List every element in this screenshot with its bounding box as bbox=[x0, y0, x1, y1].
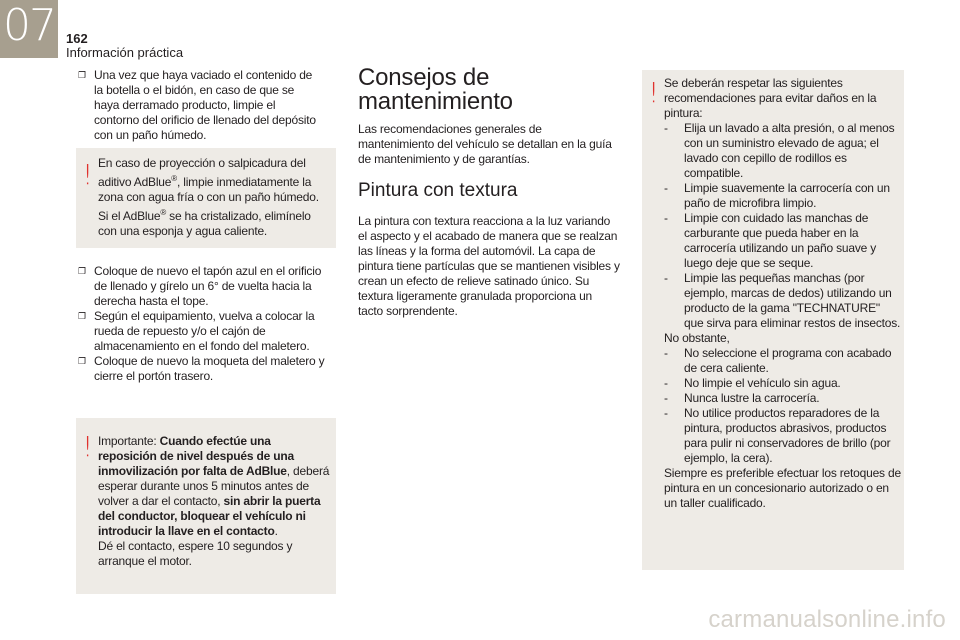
list-item bbox=[78, 354, 334, 384]
recommendations-list bbox=[664, 121, 902, 331]
checkbox-bullet-icon: ❐ bbox=[78, 357, 86, 367]
checkbox-bullet-icon: ❐ bbox=[78, 71, 86, 81]
prohibitions-list bbox=[664, 346, 902, 466]
note-closing: Siempre es preferible efectuar los retoques de pintura en un concesionario autorizado o en un taller cualificado. bbox=[664, 466, 901, 510]
note-transition: No obstante, bbox=[664, 331, 730, 345]
list-item: - Limpie suavemente la carrocería con un paño de microfibra limpio. bbox=[664, 181, 890, 210]
bullet-list-top bbox=[78, 68, 318, 143]
chapter-tab: 07 bbox=[0, 0, 58, 58]
caution-note-paint-care bbox=[642, 70, 904, 570]
intro-paragraph: Las recomendaciones generales de mantenimiento del vehículo se detallan en la guía de mantenimiento y de garantías. bbox=[358, 122, 612, 166]
list-item: - Limpie las pequeñas manchas (por ejemplo, marcas de dedos) utilizando un producto de la gama "TECHNATURE" que sirva para eliminar restos de insectos. bbox=[664, 271, 901, 330]
list-item: - Elija un lavado a alta presión, o al menos con un suministro elevado de agua; el lavado con cepillo de rodillos es compatible. bbox=[664, 121, 895, 180]
note-intro: Se deberán respetar las siguientes recomendaciones para evitar daños en la pintura: bbox=[664, 76, 877, 120]
registered-mark: ® bbox=[171, 174, 177, 183]
caution-note-adblue-splash bbox=[76, 148, 336, 248]
watermark: carmanualsonline.info bbox=[708, 606, 946, 633]
important-note-refill bbox=[76, 418, 336, 594]
heading-maintenance-advice: Consejos de mantenimiento bbox=[358, 64, 513, 115]
list-item: - No utilice productos reparadores de la pintura, productos abrasivos, productos para pulir ni conservadores de brillo (por ejemplo, la cera). bbox=[664, 406, 891, 465]
list-item bbox=[78, 264, 334, 309]
warning-icon: ! bbox=[82, 430, 94, 463]
page-number: 162 bbox=[66, 31, 88, 46]
warning-icon: ! bbox=[648, 76, 660, 109]
list-item: - Limpie con cuidado las manchas de carburante que pueda haber en la carrocería utilizando un paño suave y luego deje que se seque. bbox=[664, 211, 877, 270]
list-item-text: Coloque de nuevo el tapón azul en el orificio de llenado y gírelo un 6° de vuelta hacia la derecha hasta el tope. bbox=[94, 264, 322, 308]
warning-icon: ! bbox=[82, 158, 94, 191]
list-item-text: Según el equipamiento, vuelva a colocar la rueda de repuesto y/o el cajón de almacenamiento en el fondo del maletero. bbox=[94, 309, 315, 353]
checkbox-bullet-icon: ❐ bbox=[78, 312, 86, 322]
list-item: - Nunca lustre la carrocería. bbox=[664, 391, 820, 405]
bullet-list-mid bbox=[78, 264, 334, 384]
list-item-text: Una vez que haya vaciado el contenido de la botella o el bidón, en caso de que se haya derramado producto, limpie el contorno del orificio de llenado del depósito con un paño húmedo. bbox=[94, 68, 316, 142]
list-item: - No limpie el vehículo sin agua. bbox=[664, 376, 841, 390]
list-item-text: Coloque de nuevo la moqueta del maletero y cierre el portón trasero. bbox=[94, 354, 325, 383]
heading-textured-paint: Pintura con textura bbox=[358, 180, 518, 201]
note-text: Importante: Cuando efectúe una reposición de nivel después de una inmovilización por falta de AdBlue, deberá esperar durante unos 5 minutos antes de volver a dar el contacto, sin abrir la puerta del conductor, bloquear el vehículo ni introducir la llave en el contacto. Dé el contacto, espere 10 segundos y arranque el motor. bbox=[98, 434, 330, 568]
textured-paint-paragraph: La pintura con textura reacciona a la luz variando el aspecto y el acabado de manera que se realzan las líneas y la forma del automóvil. La capa de pintura tiene partículas que se mantienen visibles y crean un efecto de relieve satinado único. Su textura ligeramente granulada proporciona un tacto sorprendente. bbox=[358, 214, 620, 318]
section-title: Información práctica bbox=[66, 45, 184, 60]
checkbox-bullet-icon: ❐ bbox=[78, 267, 86, 277]
list-item bbox=[78, 309, 334, 354]
registered-mark: ® bbox=[160, 208, 167, 217]
list-item bbox=[78, 68, 318, 143]
note-text bbox=[664, 76, 902, 511]
note-text: En caso de proyección o salpicadura del aditivo AdBlue®, limpie inmediatamente la zona con agua fría o con un paño húmedo. Si el AdBlue® se ha cristalizado, elimínelo con una esponja y agua caliente. bbox=[98, 156, 319, 238]
list-item: - No seleccione el programa con acabado de cera caliente. bbox=[664, 346, 892, 375]
